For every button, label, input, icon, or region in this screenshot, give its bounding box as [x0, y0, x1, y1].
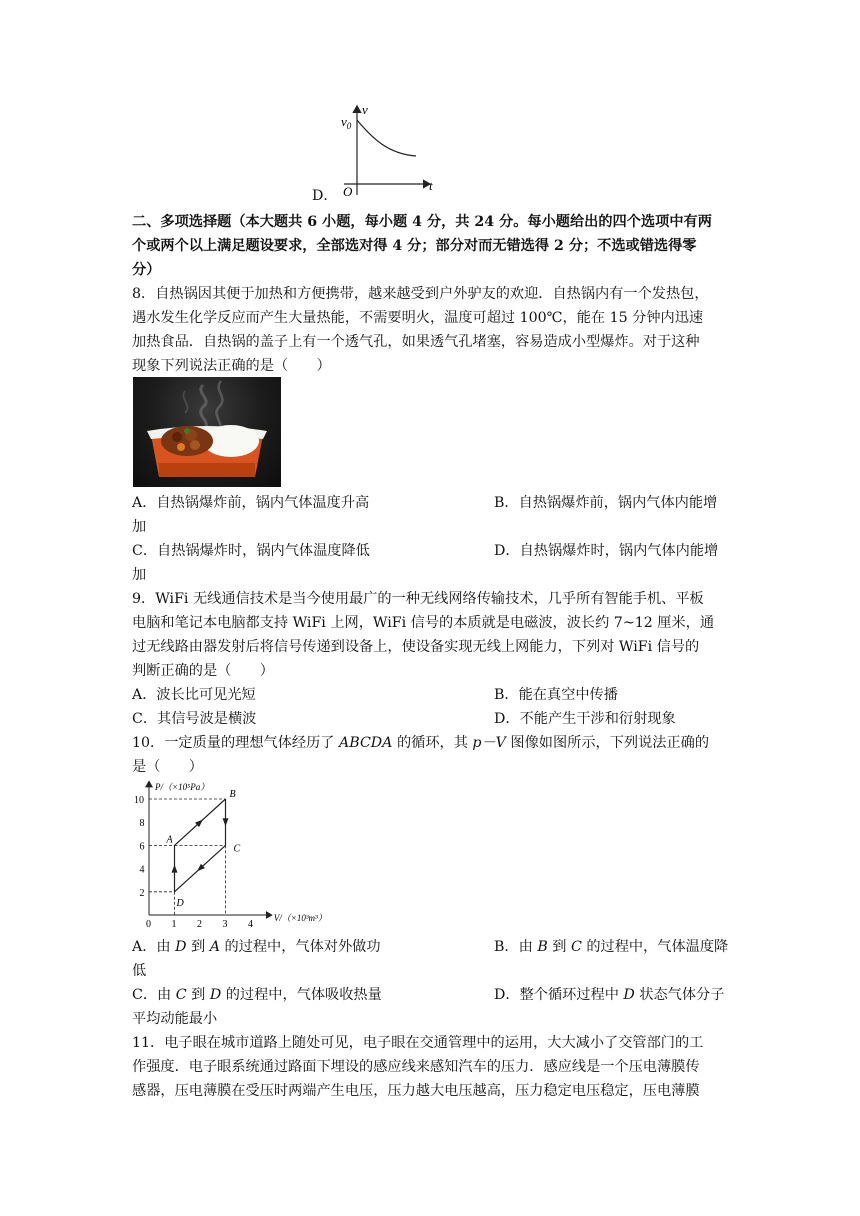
x-tick-label: 3 — [222, 919, 228, 930]
q8-option-b-wrap: 加 — [132, 519, 147, 535]
q8-option-c[interactable]: C．自热锅爆炸时，锅内气体温度降低 — [132, 543, 370, 559]
x-tick-label: 4 — [248, 919, 253, 930]
q9-option-d[interactable]: D．不能产生干涉和衍射现象 — [494, 711, 676, 727]
q8-stem-line-3: 加热食品．自热锅的盖子上有一个透气孔，如果透气孔堵塞，容易造成小型爆炸。对于这种 — [132, 334, 700, 350]
q9-option-c[interactable]: C．其信号波是横波 — [132, 711, 257, 727]
x-axis-title: V/（×10³m³） — [273, 913, 327, 923]
q8-stem-line-2: 遇水发生化学反应而产生大量热能，不需要明火，温度可超过 100℃，能在 15 分钟内迅速 — [132, 310, 704, 326]
vt-curve — [357, 120, 416, 156]
q10-stem-line-1: 10．一定质量的理想气体经历了 ABCDA 的循环，其 p－V 图像如图所示，下列说法正确的 — [132, 735, 710, 751]
q10-option-d[interactable]: D．整个循环过程中 D 状态气体分子 — [494, 987, 725, 1003]
self-heating-pot-photo — [133, 377, 281, 487]
q10-option-b-wrap: 低 — [132, 963, 147, 979]
y-axis-title: P/（×10⁵Pa） — [155, 782, 210, 792]
q9-stem-line-2: 电脑和笔记本电脑都支持 WiFi 上网，WiFi 信号的本质就是电磁波，波长约 7~12 厘米，通 — [132, 615, 715, 631]
q8-option-a[interactable]: A．自热锅爆炸前，锅内气体温度升高 — [132, 495, 370, 511]
q10-option-d-wrap: 平均动能最小 — [132, 1011, 218, 1027]
section-header-line-1: 二、多项选择题（本大题共 6 小题，每小题 4 分，共 24 分。每小题给出的四个选项中有两 — [132, 214, 712, 230]
q11-stem-line-1: 11．电子眼在城市道路上随处可见，电子眼在交通管理中的运用，大大减小了交管部门的工 — [132, 1035, 704, 1051]
point-label-C: C — [233, 843, 241, 855]
q10-option-a[interactable]: A．由 D 到 A 的过程中，气体对外做功 — [132, 939, 381, 955]
pv-chart — [132, 778, 332, 933]
x-tick-label: 2 — [197, 919, 202, 930]
q10-stem-line-2: 是（ ） — [132, 759, 203, 775]
point-label-B: B — [229, 789, 236, 800]
cycle-arrow — [172, 865, 178, 873]
y-tick-label: 6 — [139, 841, 145, 853]
point-label-A: A — [166, 834, 173, 846]
q10-option-b[interactable]: B．由 B 到 C 的过程中，气体温度降 — [494, 939, 729, 955]
y-tick-label: 10 — [134, 795, 144, 806]
vt-graph — [330, 100, 440, 200]
q11-stem-line-3: 感器，压电薄膜在受压时两端产生电压，压力越大电压越高，压力稳定电压稳定，压电薄膜 — [132, 1083, 700, 1099]
q8-option-b[interactable]: B．自热锅爆炸前，锅内气体内能增 — [494, 495, 718, 511]
q9-option-a[interactable]: A．波长比可见光短 — [132, 687, 256, 703]
section-header-line-2: 个或两个以上满足题设要求，全部选对得 4 分；部分对而无错选得 2 分；不选或错选得零 — [132, 238, 697, 254]
q8-stem-line-4: 现象下列说法正确的是（ ） — [132, 358, 331, 374]
y-tick-label: 2 — [139, 887, 145, 899]
t-axis-label: t — [429, 178, 433, 193]
q8-stem-line-1: 8．自热锅因其便于加热和方便携带，越来越受到户外驴友的欢迎．自热锅内有一个发热包， — [132, 286, 709, 302]
y-tick-label: 8 — [139, 818, 145, 830]
q8-option-d[interactable]: D．自热锅爆炸时，锅内气体内能增 — [494, 543, 719, 559]
v-axis-label: v — [362, 102, 368, 117]
q9-stem-line-1: 9．WiFi 无线通信技术是当今使用最广的一种无线网络传输技术，几乎所有智能手机、平板 — [132, 591, 704, 607]
q9-stem-line-4: 判断正确的是（ ） — [132, 663, 274, 679]
q9-stem-line-3: 过无线路由器发射后将信号传递到设备上，使设备实现无线上网能力，下列对 WiFi 信号的 — [132, 639, 700, 655]
option-d-label: D． — [312, 188, 338, 204]
q11-stem-line-2: 作强度．电子眼系统通过路面下埋设的感应线来感知汽车的压力．感应线是一个压电薄膜传 — [132, 1059, 700, 1075]
v0-label: $v_0$ — [341, 114, 352, 131]
q8-option-d-wrap: 加 — [132, 567, 147, 583]
q9-option-b[interactable]: B．能在真空中传播 — [494, 687, 618, 703]
q10-option-c[interactable]: C．由 C 到 D 的过程中，气体吸收热量 — [132, 987, 382, 1003]
y-tick-label: 4 — [139, 864, 145, 876]
point-label-D: D — [176, 897, 184, 909]
section-header-line-3: 分） — [132, 262, 161, 278]
x-tick-label: 0 — [146, 919, 151, 930]
origin-label: O — [343, 184, 353, 199]
x-tick-label: 1 — [171, 919, 177, 930]
cycle-arrow — [223, 818, 229, 826]
